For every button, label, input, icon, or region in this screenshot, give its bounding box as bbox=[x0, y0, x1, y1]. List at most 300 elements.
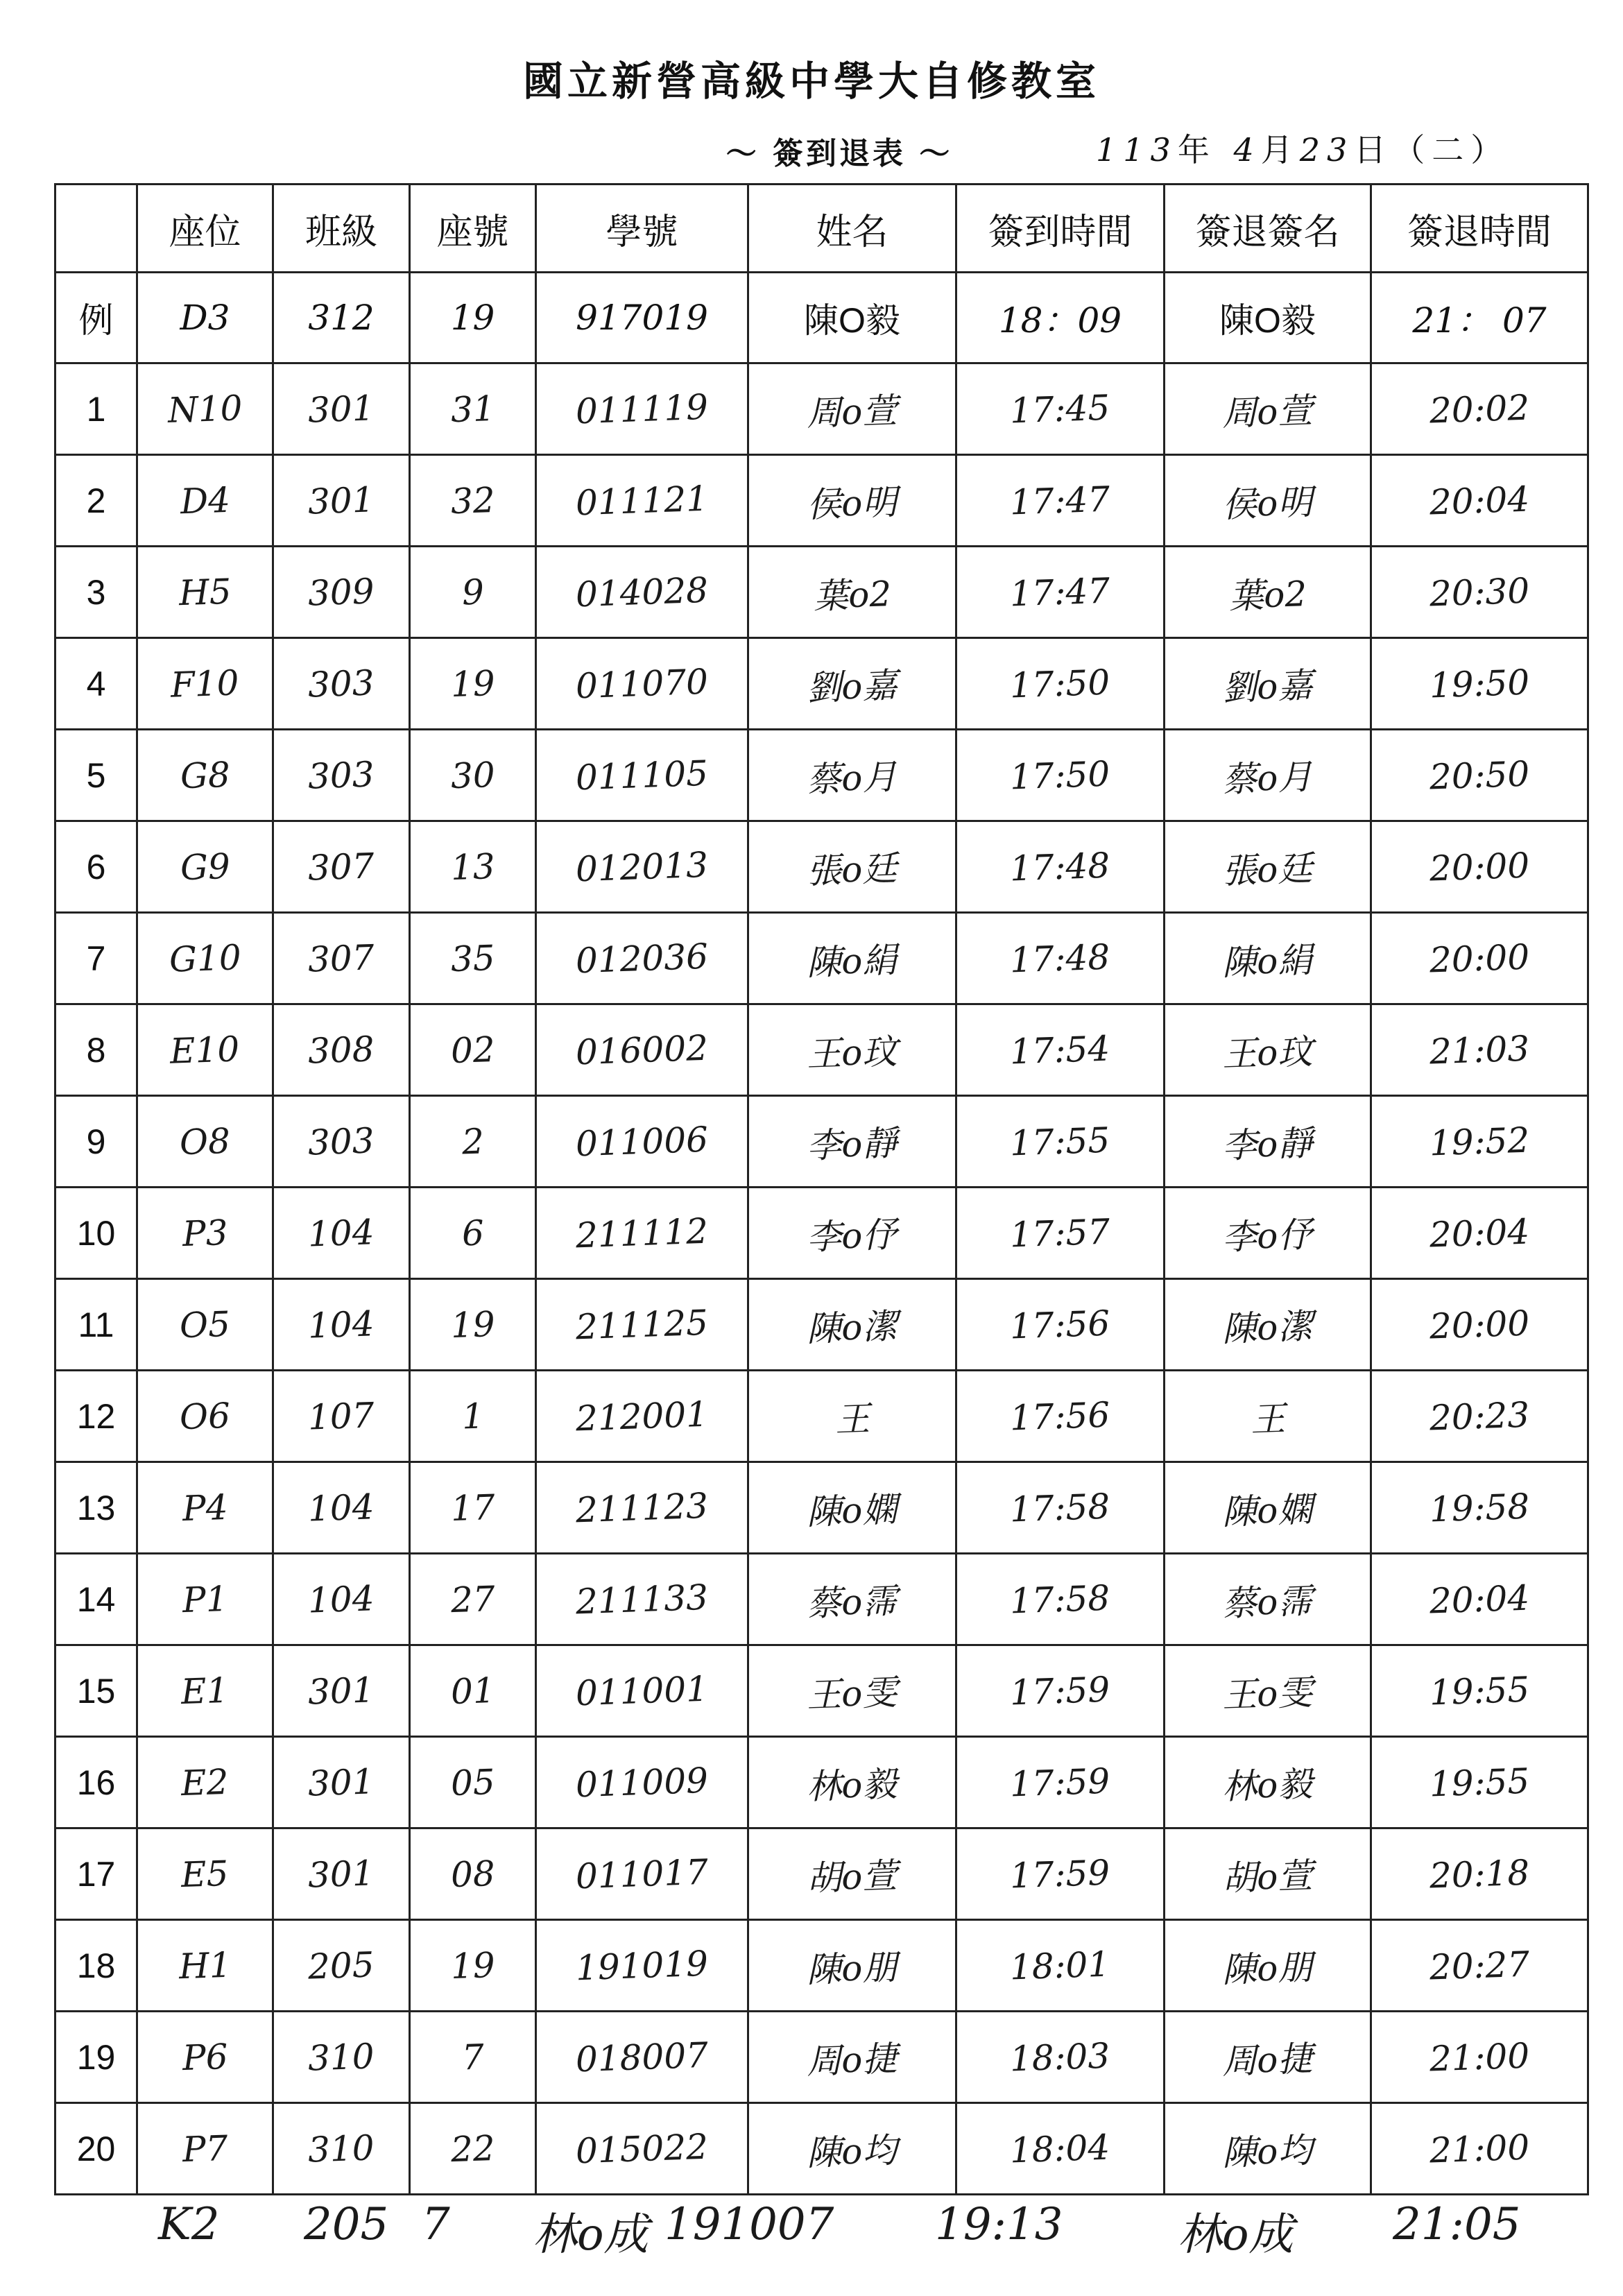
table-row bbox=[55, 547, 1588, 638]
page-title: 國立新營高級中學大自修教室 bbox=[522, 58, 1100, 105]
row-sign-in-time bbox=[956, 1554, 1165, 1645]
row-sign-out-time-text: 19:55 bbox=[1428, 1760, 1531, 1804]
row-number-text: 7 bbox=[461, 2036, 485, 2078]
row-sign-in-time-text: 17:50 bbox=[1009, 662, 1111, 705]
row-class bbox=[273, 1737, 410, 1828]
row-number bbox=[410, 1828, 536, 1920]
row-name-text: 周o萱 bbox=[806, 390, 898, 434]
row-sign-in-time-text: 17:56 bbox=[1009, 1394, 1111, 1438]
row-sign-out-time-text: 21:00 bbox=[1428, 2127, 1531, 2170]
row-sign-out-signature-text: 周o捷 bbox=[1221, 2038, 1314, 2082]
row-sign-out-time bbox=[1371, 821, 1588, 913]
row-sign-out-time bbox=[1371, 547, 1588, 638]
row-number bbox=[410, 455, 536, 547]
table-row bbox=[55, 638, 1588, 730]
table-row bbox=[55, 363, 1588, 455]
row-sign-in-time-text: 17:59 bbox=[1009, 1760, 1111, 1804]
row-sign-in-time-text: 17:54 bbox=[1009, 1028, 1111, 1072]
row-class-text: 310 bbox=[307, 2127, 375, 2170]
row-index: 17 bbox=[55, 1828, 137, 1920]
row-number-text: 22 bbox=[449, 2127, 496, 2170]
extra-seat: K2 bbox=[158, 2199, 220, 2250]
row-sign-out-signature-text: 侯o明 bbox=[1221, 481, 1314, 525]
row-name-text: 王 bbox=[834, 1398, 870, 1440]
row-sign-out-signature bbox=[1165, 821, 1371, 913]
row-student-id-text: 018007 bbox=[575, 2034, 709, 2080]
row-sign-out-time bbox=[1371, 1279, 1588, 1371]
row-sign-out-signature-text: 李o伃 bbox=[1221, 1214, 1314, 1258]
row-sign-out-signature-text: 陳o朋 bbox=[1221, 1946, 1314, 1990]
row-sign-in-time-text: 17:58 bbox=[1009, 1577, 1111, 1621]
row-sign-in-time bbox=[956, 1188, 1165, 1279]
row-student-id bbox=[536, 1737, 748, 1828]
row-sign-out-time-text: 20:04 bbox=[1428, 1211, 1531, 1255]
table-row bbox=[55, 455, 1588, 547]
row-name bbox=[748, 547, 956, 638]
row-number bbox=[410, 363, 536, 455]
date-month: 4 bbox=[1233, 131, 1261, 169]
row-class-text: 104 bbox=[307, 1486, 375, 1530]
row-class-text: 301 bbox=[307, 1669, 375, 1713]
row-sign-in-time bbox=[956, 1004, 1165, 1096]
row-sign-in-time bbox=[956, 821, 1165, 913]
extra-sign-out-signature: 林o成 bbox=[1178, 2209, 1294, 2261]
row-sign-out-time-text: 19:52 bbox=[1428, 1120, 1531, 1163]
row-sign-out-signature-text: 劉o嘉 bbox=[1221, 665, 1314, 708]
table-row bbox=[55, 1462, 1588, 1554]
row-sign-in-time bbox=[956, 730, 1165, 821]
row-number-text: 19 bbox=[449, 1944, 496, 1987]
row-class-text: 301 bbox=[307, 1760, 375, 1804]
row-sign-out-time-text: 20:18 bbox=[1428, 1852, 1531, 1896]
row-sign-in-time-text: 17:50 bbox=[1009, 753, 1111, 797]
row-sign-out-time bbox=[1371, 1188, 1588, 1279]
row-name-text: 李o靜 bbox=[806, 1122, 898, 1166]
row-class bbox=[273, 363, 410, 455]
row-sign-in-time-text: 17:47 bbox=[1009, 479, 1111, 522]
row-student-id bbox=[536, 821, 748, 913]
row-sign-out-time-text: 20:30 bbox=[1428, 570, 1531, 614]
extra-sign-out-time: 21:05 bbox=[1393, 2199, 1521, 2250]
row-number-text: 6 bbox=[461, 1212, 485, 1254]
row-student-id bbox=[536, 1645, 748, 1737]
row-sign-in-time-text: 17:45 bbox=[1009, 387, 1111, 431]
row-index: 7 bbox=[55, 913, 137, 1004]
row-sign-in-time bbox=[956, 1920, 1165, 2012]
row-class bbox=[273, 1096, 410, 1188]
row-name bbox=[748, 1279, 956, 1371]
row-number-text: 02 bbox=[449, 1029, 496, 1071]
row-sign-out-signature bbox=[1165, 1004, 1371, 1096]
row-seat bbox=[137, 1462, 273, 1554]
row-class-text: 303 bbox=[307, 753, 375, 797]
row-sign-out-time-text: 19:50 bbox=[1428, 662, 1531, 705]
row-class-text: 303 bbox=[307, 662, 375, 705]
row-seat bbox=[137, 1188, 273, 1279]
row-class-text: 301 bbox=[307, 1852, 375, 1896]
row-sign-out-time bbox=[1371, 730, 1588, 821]
row-sign-out-time bbox=[1371, 1371, 1588, 1462]
row-sign-out-time bbox=[1371, 1645, 1588, 1737]
row-student-id-text: 011006 bbox=[575, 1119, 709, 1164]
row-sign-out-signature bbox=[1165, 1462, 1371, 1554]
page-subtitle: ～ 簽到退表 ～ bbox=[725, 136, 953, 171]
row-class bbox=[273, 638, 410, 730]
row-seat bbox=[137, 1645, 273, 1737]
row-name-text: 劉o嘉 bbox=[806, 665, 898, 708]
row-name bbox=[748, 730, 956, 821]
row-name-text: 侯o明 bbox=[806, 481, 898, 525]
row-seat-text: F10 bbox=[170, 662, 240, 705]
row-index: 15 bbox=[55, 1645, 137, 1737]
row-student-id bbox=[536, 1828, 748, 1920]
row-index: 5 bbox=[55, 730, 137, 821]
row-number-text: 17 bbox=[449, 1487, 496, 1529]
row-seat-text: D4 bbox=[179, 479, 231, 522]
row-seat bbox=[137, 730, 273, 821]
row-name bbox=[748, 1188, 956, 1279]
row-index: 4 bbox=[55, 638, 137, 730]
row-sign-out-time bbox=[1371, 1462, 1588, 1554]
row-seat bbox=[137, 1279, 273, 1371]
row-sign-out-time bbox=[1371, 455, 1588, 547]
row-student-id-text: 212001 bbox=[575, 1394, 709, 1439]
table-row bbox=[55, 913, 1588, 1004]
header-row bbox=[55, 185, 1588, 273]
row-sign-out-time-text: 20:02 bbox=[1428, 387, 1531, 431]
row-number bbox=[410, 730, 536, 821]
row-student-id-text: 011001 bbox=[575, 1668, 709, 1713]
row-sign-out-time bbox=[1371, 1554, 1588, 1645]
row-sign-out-time bbox=[1371, 913, 1588, 1004]
row-seat-text: H1 bbox=[178, 1944, 232, 1987]
row-seat-text: O6 bbox=[179, 1395, 231, 1437]
row-name bbox=[748, 1737, 956, 1828]
row-class bbox=[273, 2012, 410, 2103]
row-student-id-text: 012013 bbox=[575, 844, 709, 889]
row-sign-out-time-text: 20:23 bbox=[1428, 1394, 1531, 1438]
row-seat-text: P6 bbox=[181, 2036, 229, 2078]
row-name-text: 張o廷 bbox=[806, 848, 898, 891]
row-sign-out-time bbox=[1371, 1920, 1588, 2012]
row-sign-out-signature bbox=[1165, 2012, 1371, 2103]
row-sign-in-time-text: 18:04 bbox=[1009, 2127, 1111, 2170]
example-sign-out-time: 21： 07 bbox=[1371, 273, 1588, 363]
row-student-id-text: 011105 bbox=[575, 753, 709, 798]
row-class-text: 107 bbox=[307, 1394, 375, 1438]
row-number bbox=[410, 2012, 536, 2103]
row-name bbox=[748, 2012, 956, 2103]
row-seat-text: G10 bbox=[168, 936, 242, 980]
row-name-text: 林o毅 bbox=[806, 1763, 898, 1807]
example-number: 19 bbox=[410, 273, 536, 363]
row-class bbox=[273, 913, 410, 1004]
row-sign-out-time bbox=[1371, 2103, 1588, 2195]
row-name bbox=[748, 1554, 956, 1645]
row-sign-in-time-text: 18:03 bbox=[1009, 2035, 1111, 2079]
header-name: 姓名 bbox=[748, 185, 956, 273]
row-sign-out-time-text: 20:04 bbox=[1428, 1577, 1531, 1621]
extra-student-id: 191007 bbox=[664, 2199, 834, 2250]
row-sign-out-time-text: 21:00 bbox=[1428, 2035, 1531, 2079]
row-name-text: 蔡o霈 bbox=[806, 1580, 898, 1624]
table-row bbox=[55, 2012, 1588, 2103]
row-student-id bbox=[536, 1462, 748, 1554]
row-sign-out-time bbox=[1371, 638, 1588, 730]
extra-number: 7 bbox=[422, 2199, 450, 2250]
row-number bbox=[410, 1920, 536, 2012]
row-sign-in-time-text: 17:58 bbox=[1009, 1486, 1111, 1530]
header-blank bbox=[55, 185, 137, 273]
row-seat-text: P1 bbox=[181, 1578, 229, 1620]
row-name bbox=[748, 1096, 956, 1188]
row-student-id-text: 211123 bbox=[575, 1485, 709, 1530]
row-sign-in-time bbox=[956, 1462, 1165, 1554]
row-sign-out-signature bbox=[1165, 1828, 1371, 1920]
row-index: 18 bbox=[55, 1920, 137, 2012]
table-row bbox=[55, 821, 1588, 913]
row-sign-out-signature bbox=[1165, 455, 1371, 547]
row-name bbox=[748, 455, 956, 547]
row-sign-out-signature bbox=[1165, 1279, 1371, 1371]
row-sign-in-time bbox=[956, 1371, 1165, 1462]
row-sign-in-time-text: 17:59 bbox=[1009, 1669, 1111, 1713]
row-name-text: 周o捷 bbox=[806, 2038, 898, 2082]
row-sign-in-time bbox=[956, 1279, 1165, 1371]
row-seat-text: P3 bbox=[181, 1212, 229, 1254]
row-sign-out-signature-text: 陳o絹 bbox=[1221, 939, 1314, 983]
header-student-id: 學號 bbox=[536, 185, 748, 273]
row-sign-out-time-text: 19:55 bbox=[1428, 1669, 1531, 1713]
table-row bbox=[55, 1920, 1588, 2012]
row-student-id-text: 211125 bbox=[575, 1302, 709, 1347]
row-seat-text: P4 bbox=[181, 1487, 229, 1529]
row-student-id bbox=[536, 1188, 748, 1279]
row-number-text: 9 bbox=[461, 571, 485, 613]
row-number bbox=[410, 547, 536, 638]
row-number bbox=[410, 1737, 536, 1828]
row-name bbox=[748, 913, 956, 1004]
row-sign-out-signature-text: 蔡o霈 bbox=[1221, 1580, 1314, 1624]
row-sign-out-signature-text: 蔡o月 bbox=[1221, 756, 1314, 800]
row-number bbox=[410, 1188, 536, 1279]
table-row bbox=[55, 1554, 1588, 1645]
row-name bbox=[748, 638, 956, 730]
row-class bbox=[273, 1371, 410, 1462]
row-student-id bbox=[536, 547, 748, 638]
row-name bbox=[748, 1371, 956, 1462]
row-class bbox=[273, 1279, 410, 1371]
row-sign-out-time-text: 20:04 bbox=[1428, 479, 1531, 522]
row-student-id-text: 211112 bbox=[575, 1210, 709, 1256]
row-number bbox=[410, 821, 536, 913]
row-sign-out-time-text: 20:00 bbox=[1428, 1303, 1531, 1346]
date-month-unit: 月 bbox=[1260, 131, 1300, 169]
row-sign-out-signature bbox=[1165, 730, 1371, 821]
row-seat bbox=[137, 1920, 273, 2012]
row-number bbox=[410, 1004, 536, 1096]
row-sign-out-time bbox=[1371, 1096, 1588, 1188]
row-number-text: 30 bbox=[449, 754, 496, 796]
row-sign-out-signature-text: 陳o潔 bbox=[1221, 1305, 1314, 1349]
row-class-text: 308 bbox=[307, 1028, 375, 1072]
row-number bbox=[410, 1554, 536, 1645]
row-sign-out-time-text: 20:00 bbox=[1428, 845, 1531, 889]
row-sign-in-time bbox=[956, 547, 1165, 638]
row-student-id bbox=[536, 1004, 748, 1096]
row-sign-in-time bbox=[956, 1828, 1165, 1920]
row-sign-in-time-text: 17:56 bbox=[1009, 1303, 1111, 1346]
example-class: 312 bbox=[273, 273, 410, 363]
date-year: 113 bbox=[1096, 131, 1178, 169]
row-name-text: 陳o朋 bbox=[806, 1946, 898, 1990]
row-number-text: 32 bbox=[449, 479, 496, 522]
row-seat-text: E10 bbox=[169, 1028, 241, 1072]
row-class bbox=[273, 1645, 410, 1737]
row-sign-out-signature bbox=[1165, 1920, 1371, 2012]
row-class-text: 310 bbox=[307, 2035, 375, 2079]
row-index: 6 bbox=[55, 821, 137, 913]
row-sign-in-time-text: 17:59 bbox=[1009, 1852, 1111, 1896]
row-sign-in-time bbox=[956, 2103, 1165, 2195]
example-row bbox=[55, 273, 1588, 363]
row-sign-out-signature-text: 李o靜 bbox=[1221, 1122, 1314, 1166]
row-class-text: 104 bbox=[307, 1211, 375, 1255]
row-index: 2 bbox=[55, 455, 137, 547]
header-seat: 座位 bbox=[137, 185, 273, 273]
extra-name: 林o成 bbox=[533, 2209, 649, 2261]
row-student-id bbox=[536, 1920, 748, 2012]
row-sign-out-time-text: 20:50 bbox=[1428, 753, 1531, 797]
row-seat bbox=[137, 1737, 273, 1828]
row-seat bbox=[137, 638, 273, 730]
row-sign-out-signature bbox=[1165, 1371, 1371, 1462]
row-seat-text: E2 bbox=[180, 1761, 230, 1804]
row-student-id bbox=[536, 2012, 748, 2103]
row-seat bbox=[137, 2012, 273, 2103]
row-name bbox=[748, 1828, 956, 1920]
row-seat-text: H5 bbox=[178, 571, 232, 613]
example-sign-out-signature: 陳O毅 bbox=[1165, 273, 1371, 363]
table-row bbox=[55, 2103, 1588, 2195]
row-sign-in-time bbox=[956, 1737, 1165, 1828]
row-class bbox=[273, 547, 410, 638]
row-sign-out-time-text: 19:58 bbox=[1428, 1486, 1531, 1530]
row-student-id bbox=[536, 1279, 748, 1371]
row-name-text: 陳o絹 bbox=[806, 939, 898, 983]
example-seat: D3 bbox=[137, 273, 273, 363]
row-number-text: 27 bbox=[449, 1578, 496, 1620]
header-sign-out-time: 簽退時間 bbox=[1371, 185, 1588, 273]
row-name-text: 陳o嫻 bbox=[806, 1489, 898, 1532]
row-sign-out-signature-text: 葉o2 bbox=[1228, 573, 1307, 617]
row-sign-out-time bbox=[1371, 1004, 1588, 1096]
row-class bbox=[273, 1188, 410, 1279]
header-sign-out-signature: 簽退簽名 bbox=[1165, 185, 1371, 273]
row-student-id-text: 011119 bbox=[575, 386, 709, 431]
row-sign-in-time bbox=[956, 2012, 1165, 2103]
row-class bbox=[273, 821, 410, 913]
row-sign-out-signature-text: 胡o萱 bbox=[1221, 1855, 1314, 1899]
row-sign-out-signature bbox=[1165, 547, 1371, 638]
row-seat bbox=[137, 547, 273, 638]
row-class-text: 307 bbox=[307, 936, 375, 980]
row-student-id bbox=[536, 1371, 748, 1462]
row-sign-out-signature bbox=[1165, 1096, 1371, 1188]
row-class bbox=[273, 1462, 410, 1554]
header-number: 座號 bbox=[410, 185, 536, 273]
row-student-id bbox=[536, 455, 748, 547]
row-class bbox=[273, 1554, 410, 1645]
date-line bbox=[1096, 125, 1595, 171]
row-class bbox=[273, 730, 410, 821]
row-index: 3 bbox=[55, 547, 137, 638]
row-class bbox=[273, 1004, 410, 1096]
row-index: 10 bbox=[55, 1188, 137, 1279]
row-seat bbox=[137, 455, 273, 547]
row-sign-out-time-text: 20:27 bbox=[1428, 1944, 1531, 1987]
row-seat bbox=[137, 1828, 273, 1920]
table-row bbox=[55, 1096, 1588, 1188]
date-year-unit: 年 bbox=[1177, 131, 1217, 169]
sign-in-table bbox=[54, 183, 1589, 2195]
table-row bbox=[55, 1737, 1588, 1828]
row-sign-in-time-text: 17:47 bbox=[1009, 570, 1111, 614]
row-number-text: 19 bbox=[449, 1303, 496, 1346]
table-row bbox=[55, 1371, 1588, 1462]
row-number-text: 19 bbox=[449, 662, 496, 705]
row-sign-out-time bbox=[1371, 1828, 1588, 1920]
row-student-id-text: 011017 bbox=[575, 1851, 709, 1896]
row-index: 16 bbox=[55, 1737, 137, 1828]
example-student-id: 917019 bbox=[536, 273, 748, 363]
row-student-id bbox=[536, 1554, 748, 1645]
row-sign-out-signature bbox=[1165, 1554, 1371, 1645]
row-number-text: 31 bbox=[449, 388, 496, 430]
row-seat-text: N10 bbox=[166, 387, 243, 431]
row-index: 20 bbox=[55, 2103, 137, 2195]
row-student-id bbox=[536, 2103, 748, 2195]
row-index: 13 bbox=[55, 1462, 137, 1554]
example-sign-in-time: 18：09 bbox=[956, 273, 1165, 363]
row-sign-out-signature-text: 王o玟 bbox=[1221, 1031, 1314, 1074]
row-sign-in-time-text: 17:55 bbox=[1009, 1120, 1111, 1163]
row-class bbox=[273, 2103, 410, 2195]
row-index: 12 bbox=[55, 1371, 137, 1462]
row-seat-text: O8 bbox=[179, 1120, 231, 1163]
row-sign-in-time-text: 17:57 bbox=[1009, 1211, 1111, 1255]
row-index: 11 bbox=[55, 1279, 137, 1371]
row-sign-out-time bbox=[1371, 363, 1588, 455]
row-sign-in-time bbox=[956, 638, 1165, 730]
row-name-text: 陳o均 bbox=[806, 2130, 898, 2173]
row-name bbox=[748, 363, 956, 455]
row-seat-text: E5 bbox=[180, 1853, 230, 1895]
row-student-id-text: 014028 bbox=[575, 569, 709, 615]
row-seat bbox=[137, 1004, 273, 1096]
row-number bbox=[410, 1371, 536, 1462]
row-name-text: 李o伃 bbox=[806, 1214, 898, 1258]
row-sign-out-signature bbox=[1165, 363, 1371, 455]
row-student-id-text: 011070 bbox=[575, 661, 709, 706]
row-number-text: 1 bbox=[461, 1395, 485, 1437]
extra-sign-in-time: 19:13 bbox=[935, 2199, 1063, 2250]
table-row bbox=[55, 730, 1588, 821]
extra-handwritten-entry bbox=[54, 2192, 1587, 2275]
example-name: 陳O毅 bbox=[748, 273, 956, 363]
row-seat-text: G9 bbox=[179, 846, 231, 888]
row-class-text: 309 bbox=[307, 570, 375, 614]
